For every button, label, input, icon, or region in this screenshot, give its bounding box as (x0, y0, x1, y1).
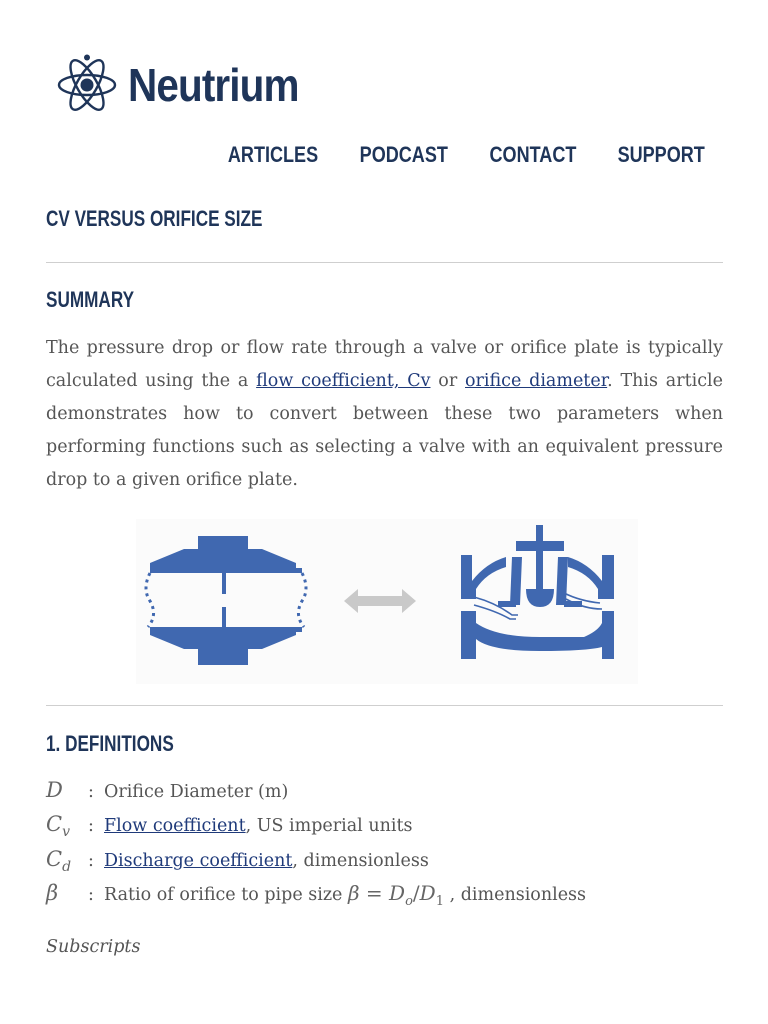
article-title: CV VERSUS ORIFICE SIZE (46, 206, 263, 231)
definition-colon: : (88, 816, 94, 836)
divider (46, 705, 723, 706)
double-arrow-icon (344, 589, 416, 613)
summary-text-2: or (438, 371, 458, 391)
definition-row (46, 778, 288, 802)
discharge-coefficient-def-link[interactable]: Discharge coefficient (104, 851, 293, 871)
nav-support[interactable]: SUPPORT (617, 142, 705, 167)
site-logo[interactable] (56, 54, 322, 116)
orifice-plate-diagram (150, 536, 302, 665)
control-valve-diagram (461, 525, 614, 659)
definition-symbol: $C_d$ (46, 847, 72, 876)
definition-colon: : (88, 885, 94, 905)
nav-articles[interactable]: ARTICLES (228, 142, 319, 167)
definition-symbol: D (46, 778, 63, 802)
atom-icon (56, 54, 118, 116)
definition-row (46, 847, 429, 875)
definition-row (46, 812, 413, 840)
beta-formula: $\beta = D_o/D_1$ (348, 881, 444, 909)
nav-podcast[interactable]: PODCAST (359, 142, 449, 167)
nav-contact[interactable]: CONTACT (489, 142, 577, 167)
divider (46, 262, 723, 263)
definition-text: Flow coefficient, US imperial units (104, 816, 413, 836)
site-header (0, 0, 768, 190)
flow-coefficient-def-link[interactable]: Flow coefficient (104, 816, 246, 836)
site-name: Neutrium (128, 59, 299, 111)
article-title-wrap (46, 206, 723, 232)
summary-section (46, 332, 723, 497)
definitions-heading: 1. DEFINITIONS (46, 731, 174, 756)
definition-colon: : (88, 782, 94, 802)
definition-row (46, 881, 586, 909)
definition-text: Discharge coefficient, dimensionless (104, 851, 429, 871)
orifice-diameter-link[interactable]: orifice diameter (465, 371, 608, 391)
orifice-valve-figure (136, 519, 638, 684)
definition-symbol: β (46, 881, 59, 905)
definition-colon: : (88, 851, 94, 871)
summary-text-3: . This article demonstrates how to convert between these two parameters when performing functions such as selecting a valve with an equivalent pressure drop to a given orifice plate. (46, 371, 723, 490)
summary-heading: SUMMARY (46, 287, 135, 312)
definition-symbol: $C_v$ (46, 812, 70, 841)
definition-text: Orifice Diameter (m) (104, 782, 289, 802)
subscripts-label: Subscripts (46, 937, 141, 957)
summary-text-1: The pressure drop or flow rate through a valve or orifice plate is typically calculated using the a (46, 338, 723, 391)
summary-paragraph (46, 332, 723, 497)
main-nav (218, 142, 714, 168)
definition-text: Ratio of orifice to pipe size $\beta = D_o/D_1$ , dimensionless (104, 881, 587, 909)
flow-coefficient-link[interactable]: flow coefficient, Cv (256, 371, 431, 391)
